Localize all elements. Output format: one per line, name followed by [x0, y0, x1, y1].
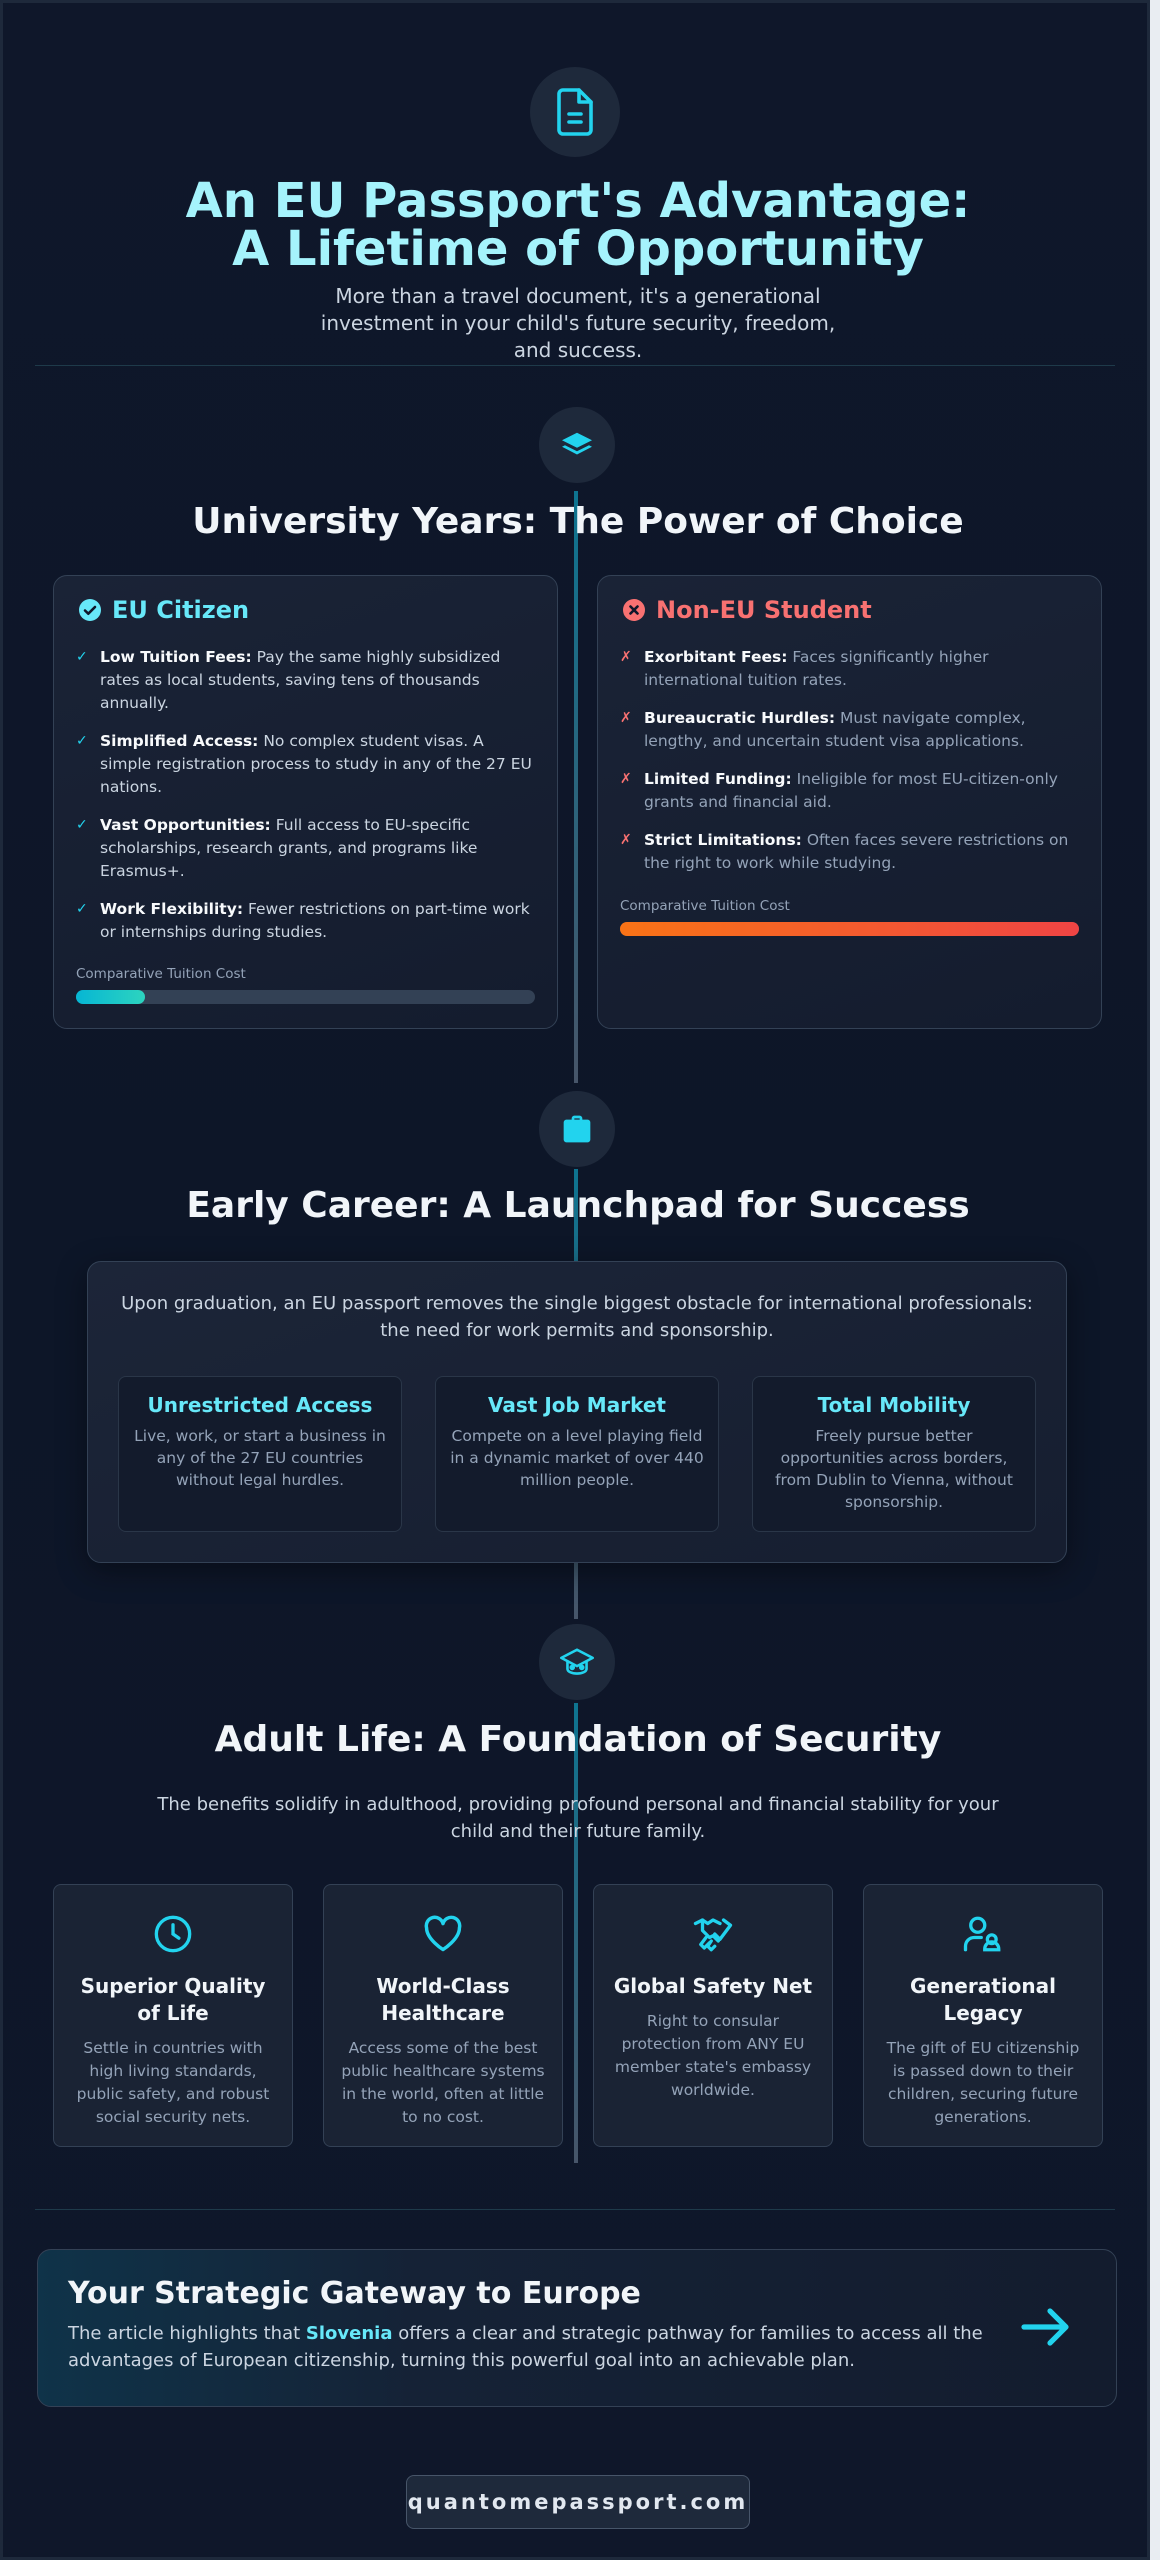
x-circle-icon: [622, 598, 646, 622]
adult-card-text: The gift of EU citizenship is passed down to their children, securing future generations.: [886, 2039, 1080, 2126]
handshake-icon: [691, 1913, 735, 1955]
non-eu-tuition-bar-fill: [620, 922, 1079, 936]
list-item-description: Full access to EU-specific scholarships, research grants, and programs like Erasmus+.: [100, 816, 478, 880]
list-item-text: [100, 646, 535, 715]
timeline-line: [574, 1703, 578, 2163]
eu-benefit-list: [76, 646, 535, 959]
list-item-label: Exorbitant Fees:: [644, 648, 788, 666]
adult-card-text: Settle in countries with high living standards, public safety, and robust social security nets.: [76, 2039, 270, 2126]
list-item-text: [644, 829, 1079, 875]
university-icon-badge: [539, 407, 615, 483]
list-item: [76, 814, 535, 883]
check-circle-icon: [78, 598, 102, 622]
list-item-label: Strict Limitations:: [644, 831, 802, 849]
eu-tuition-bar: [76, 990, 535, 1004]
check-icon: ✓: [76, 817, 88, 833]
gateway-banner: [37, 2249, 1117, 2407]
non-eu-bar-label: Comparative Tuition Cost: [620, 898, 790, 914]
header-icon-badge: [530, 67, 620, 157]
list-item-description: Often faces severe restrictions on the right to work while studying.: [644, 831, 1069, 872]
adult-card-title: World-Class Healthcare: [376, 1974, 510, 2025]
list-item-description: Ineligible for most EU-citizen-only grants and financial aid.: [644, 770, 1058, 811]
check-icon: ✓: [76, 733, 88, 749]
website-button[interactable]: quantomepassport.com: [406, 2475, 750, 2529]
gateway-text-after: offers a clear and strategic pathway for families to access all the advantages of European citizenship, turning this powerful goal into an achievable plan.: [68, 2323, 983, 2371]
list-item: [76, 730, 535, 799]
divider: [35, 365, 1115, 366]
cross-icon: ✗: [620, 710, 632, 726]
career-box: [87, 1261, 1067, 1563]
list-item-text: [100, 898, 535, 944]
career-card-text: Freely pursue better opportunities across borders, from Dublin to Vienna, without sponsorship.: [775, 1427, 1013, 1511]
adult-intro: The benefits solidify in adulthood, providing profound personal and financial stability for your child and their future family.: [157, 1794, 999, 1842]
list-item-label: Work Flexibility:: [100, 900, 244, 918]
gateway-title: Your Strategic Gateway to Europe: [68, 2276, 641, 2311]
graduation-cap-icon: [559, 1647, 595, 1677]
adult-card-text: Access some of the best public healthcare systems in the world, often at little to no cost.: [341, 2039, 545, 2126]
university-title: University Years: The Power of Choice: [192, 501, 964, 542]
cross-icon: ✗: [620, 832, 632, 848]
career-card-title: Total Mobility: [817, 1393, 971, 1417]
cross-icon: ✗: [620, 771, 632, 787]
adult-card: [53, 1884, 293, 2147]
list-item-label: Vast Opportunities:: [100, 816, 271, 834]
list-item: [620, 768, 1079, 814]
career-card-title: Vast Job Market: [488, 1393, 666, 1417]
career-card-title: Unrestricted Access: [147, 1393, 373, 1417]
divider: [35, 2209, 1115, 2210]
timeline-line: [574, 491, 578, 1083]
adult-card: [323, 1884, 563, 2147]
list-item-text: [644, 768, 1079, 814]
check-icon: ✓: [76, 901, 88, 917]
list-item-label: Simplified Access:: [100, 732, 259, 750]
page-subtitle: More than a travel document, it's a generational investment in your child's future security, freedom, and success.: [320, 284, 836, 362]
list-item-description: No complex student visas. A simple registration process to study in any of the 27 EU nations.: [100, 732, 532, 796]
page-title: An EU Passport's Advantage: A Lifetime of Opportunity: [185, 173, 971, 277]
adult-title: Adult Life: A Foundation of Security: [214, 1719, 942, 1760]
gateway-text: [68, 2320, 998, 2374]
eu-citizen-heading: EU Citizen: [112, 596, 250, 624]
list-item-label: Bureaucratic Hurdles:: [644, 709, 836, 727]
list-item: [76, 646, 535, 715]
adult-card: [863, 1884, 1103, 2147]
clock-icon: [153, 1914, 193, 1954]
list-item-text: [100, 814, 535, 883]
list-item-text: [644, 646, 1079, 692]
non-eu-drawback-list: [620, 646, 1079, 890]
list-item-text: [644, 707, 1079, 753]
list-item-description: Must navigate complex, lengthy, and uncertain student visa applications.: [644, 709, 1026, 750]
adult-icon-badge: [539, 1624, 615, 1700]
eu-tuition-bar-fill: [76, 990, 145, 1004]
career-card: [118, 1376, 402, 1532]
list-item: [620, 646, 1079, 692]
career-card-text: Compete on a level playing field in a dynamic market of over 440 million people.: [450, 1427, 704, 1489]
adult-card-text: Right to consular protection from ANY EU member state's embassy worldwide.: [614, 2012, 812, 2099]
career-card: [435, 1376, 719, 1532]
list-item-text: [100, 730, 535, 799]
adult-card-title: Superior Quality of Life: [80, 1974, 266, 2025]
list-item: [76, 898, 535, 944]
adult-card: [593, 1884, 833, 2147]
check-icon: ✓: [76, 649, 88, 665]
list-item-description: Fewer restrictions on part-time work or internships during studies.: [100, 900, 530, 941]
gateway-highlight: Slovenia: [305, 2323, 393, 2344]
adult-card-title: Global Safety Net: [613, 1974, 813, 1998]
list-item-label: Low Tuition Fees:: [100, 648, 252, 666]
list-item: [620, 829, 1079, 875]
non-eu-heading-row: [622, 596, 872, 624]
list-item-description: Pay the same highly subsidized rates as local students, saving tens of thousands annually.: [100, 648, 501, 712]
non-eu-tuition-bar: [620, 922, 1079, 936]
list-item-description: Faces significantly higher international tuition rates.: [644, 648, 989, 689]
gateway-text-before: The article highlights that: [68, 2323, 306, 2344]
document-icon: [551, 86, 599, 138]
eu-citizen-heading-row: [78, 596, 249, 624]
career-card-text: Live, work, or start a business in any of the 27 EU countries without legal hurdles.: [134, 1427, 386, 1489]
career-title: Early Career: A Launchpad for Success: [186, 1185, 970, 1226]
non-eu-student-card: [597, 575, 1102, 1029]
career-intro: Upon graduation, an EU passport removes the single biggest obstacle for international professionals: the need for work permits and sponsorship.: [121, 1293, 1033, 1341]
career-card: [752, 1376, 1036, 1532]
eu-citizen-card: [53, 575, 558, 1029]
non-eu-heading: Non-EU Student: [656, 596, 872, 624]
career-icon-badge: [539, 1091, 615, 1167]
eu-bar-label: Comparative Tuition Cost: [76, 966, 246, 982]
layers-icon: [560, 430, 594, 460]
briefcase-icon: [561, 1114, 593, 1144]
heart-icon: [422, 1915, 464, 1953]
family-icon: [962, 1913, 1004, 1955]
list-item-label: Limited Funding:: [644, 770, 792, 788]
cross-icon: ✗: [620, 649, 632, 665]
adult-card-title: Generational Legacy: [910, 1974, 1056, 2025]
list-item: [620, 707, 1079, 753]
arrow-right-icon[interactable]: [1018, 2302, 1074, 2352]
